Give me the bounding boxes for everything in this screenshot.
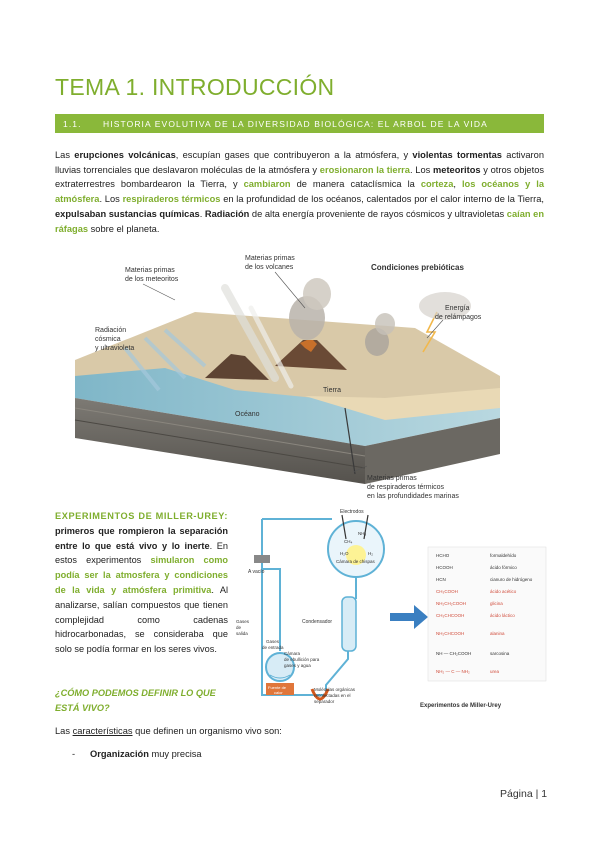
fig1-label-energia-1: Energía xyxy=(445,305,470,312)
fig1-label-meteoritos-1: Materias primas xyxy=(125,267,175,274)
fig1-label-meteoritos-2: de los meteoritos xyxy=(125,276,179,283)
product-name: alanina xyxy=(490,631,505,636)
fig1-label-radiacion-3: y ultravioleta xyxy=(95,345,135,352)
fig1-label-radiacion-1: Radiación xyxy=(95,327,127,334)
product-formula: NH — CH₂COOH xyxy=(436,651,472,656)
characteristics-intro: Las características que definen un organismo vivo son: xyxy=(55,726,282,736)
section-title: HISTORIA EVOLUTIVA DE LA DIVERSIDAD BIOLÓGICA: EL ARBOL DE LA VIDA xyxy=(103,118,488,129)
fig2-gas-ch4: CH₄ xyxy=(344,539,353,544)
fig2-label-gases-entrada-1: Gases xyxy=(266,639,280,644)
product-name: sarcosina xyxy=(490,651,510,656)
fig1-label-respiraderos-1: Materias primas xyxy=(367,475,417,482)
fig2-label-camara-ebullicion-1: Cámara xyxy=(284,651,301,656)
fig2-label-moleculas-2: recolectadas en el xyxy=(314,693,351,698)
product-formula: NH₂ — C — NH₂ xyxy=(436,669,470,674)
product-formula: CH₃CHCOOH xyxy=(436,613,465,618)
fig1-label-energia-2: de relámpagos xyxy=(435,314,482,321)
question-heading: ¿CÓMO PODEMOS DEFINIR LO QUE ESTÁ VIVO? xyxy=(55,688,216,713)
product-formula: NH₂CHCOOH xyxy=(436,631,465,636)
fig2-label-camara-ebullicion-2: de ebullición para xyxy=(284,657,320,662)
miller-urey-figure xyxy=(232,509,548,715)
fig1-heading: Condiciones prebióticas xyxy=(371,263,464,272)
fig2-label-gases-entrada-2: de entrada xyxy=(262,645,284,650)
fig2-label-moleculas-1: Moléculas orgánicas xyxy=(314,687,356,692)
product-formula: HCOOH xyxy=(436,565,453,570)
fig2-gas-h2: H₂ xyxy=(368,551,373,556)
product-name: formaldehído xyxy=(490,553,517,558)
prebiotic-conditions-figure xyxy=(55,248,515,500)
fig1-label-oceano: Océano xyxy=(235,411,260,418)
section-number: 1.1. xyxy=(63,118,82,129)
fig2-label-moleculas-3: separador xyxy=(314,699,335,704)
fig2-label-camara-chispas: Cámara de chispas xyxy=(336,559,375,564)
product-formula: CH₃COOH xyxy=(436,589,458,594)
fig2-label-fuente-calor-2: calor xyxy=(274,690,283,695)
fig2-label-gases-salida-2: de xyxy=(236,625,242,630)
fig1-label-volcanes-2: de los volcanes xyxy=(245,264,294,271)
miller-urey-paragraph: EXPERIMENTOS DE MILLER-UREY: primeros que rompieron la separación entre lo que está vivo y lo inerte. En estos experimentos simularon como podía ser la atmosfera y condiciones de la vida y atmósfera primitiva. Al analizarse, salían compuestos que tienen complejidad como cadenas hidrocarbonadas, se consideraba que solo se podía formar en los seres vivos. xyxy=(55,511,229,655)
fig2-gas-nh3: NH₃ xyxy=(358,531,367,536)
product-name: glicina xyxy=(490,601,503,606)
fig2-label-gases-salida-1: Gases xyxy=(236,619,250,624)
list-item: - Organización muy precisa xyxy=(72,749,202,759)
intro-paragraph: Las erupciones volcánicas, escupían gases que contribuyeron a la atmósfera, y violentas tormentas activaron lluvias torrenciales que deslavaron moléculas de la atmósfera y erosionaron la tierra. Los meteoritos y otros objetos extraterrestres bombardearon la Tierra, y cambiaron de manera cataclísmica la corteza, los océanos y la atmósfera. Los respiraderos térmicos en la profundidad de los océanos, calentados por el calor interno de la Tierra, expulsaban sustancias químicas. Radiación de alta energía proveniente de rayos cósmicos y ultravioletas caían en ráfagas sobre el planeta. xyxy=(55,150,545,234)
product-name: urea xyxy=(490,669,500,674)
fig1-label-volcanes-1: Materias primas xyxy=(245,255,295,262)
fig2-gas-h2o: H₂O xyxy=(340,551,349,556)
section-heading-bar xyxy=(55,114,544,133)
bullet-dash: - xyxy=(72,749,76,759)
fig2-caption: Experimentos de Miller-Urey xyxy=(420,703,502,709)
fig2-label-gases-salida-3: salida xyxy=(236,631,248,636)
product-name: ácido láctico xyxy=(490,613,515,618)
fig2-label-camara-ebullicion-3: gases y agua xyxy=(284,663,311,668)
page-title: TEMA 1. INTRODUCCIÓN xyxy=(55,74,335,100)
product-formula: NH₂CH₂COOH xyxy=(436,601,466,606)
fig2-label-fuente-calor-1: Fuente de xyxy=(268,685,287,690)
fig1-label-respiraderos-2: de respiraderos térmicos xyxy=(367,484,445,491)
product-name: ácido acético xyxy=(490,589,517,594)
fig1-label-respiraderos-3: en las profundidades marinas xyxy=(367,493,459,500)
fig1-label-tierra: Tierra xyxy=(323,387,342,394)
product-name: ácido fórmico xyxy=(490,565,517,570)
page-footer: Página | 1 xyxy=(500,788,548,800)
fig1-label-radiacion-2: cósmica xyxy=(95,336,121,343)
product-name: cianuro de hidrógeno xyxy=(490,577,533,582)
product-formula: HCN xyxy=(436,577,446,582)
fig2-label-a-vacio: A vacío xyxy=(248,569,265,575)
fig2-label-electrodos: Electrodos xyxy=(340,509,364,515)
product-formula: HCHO xyxy=(436,553,450,558)
fig2-label-condensador: Condensador xyxy=(302,619,333,625)
